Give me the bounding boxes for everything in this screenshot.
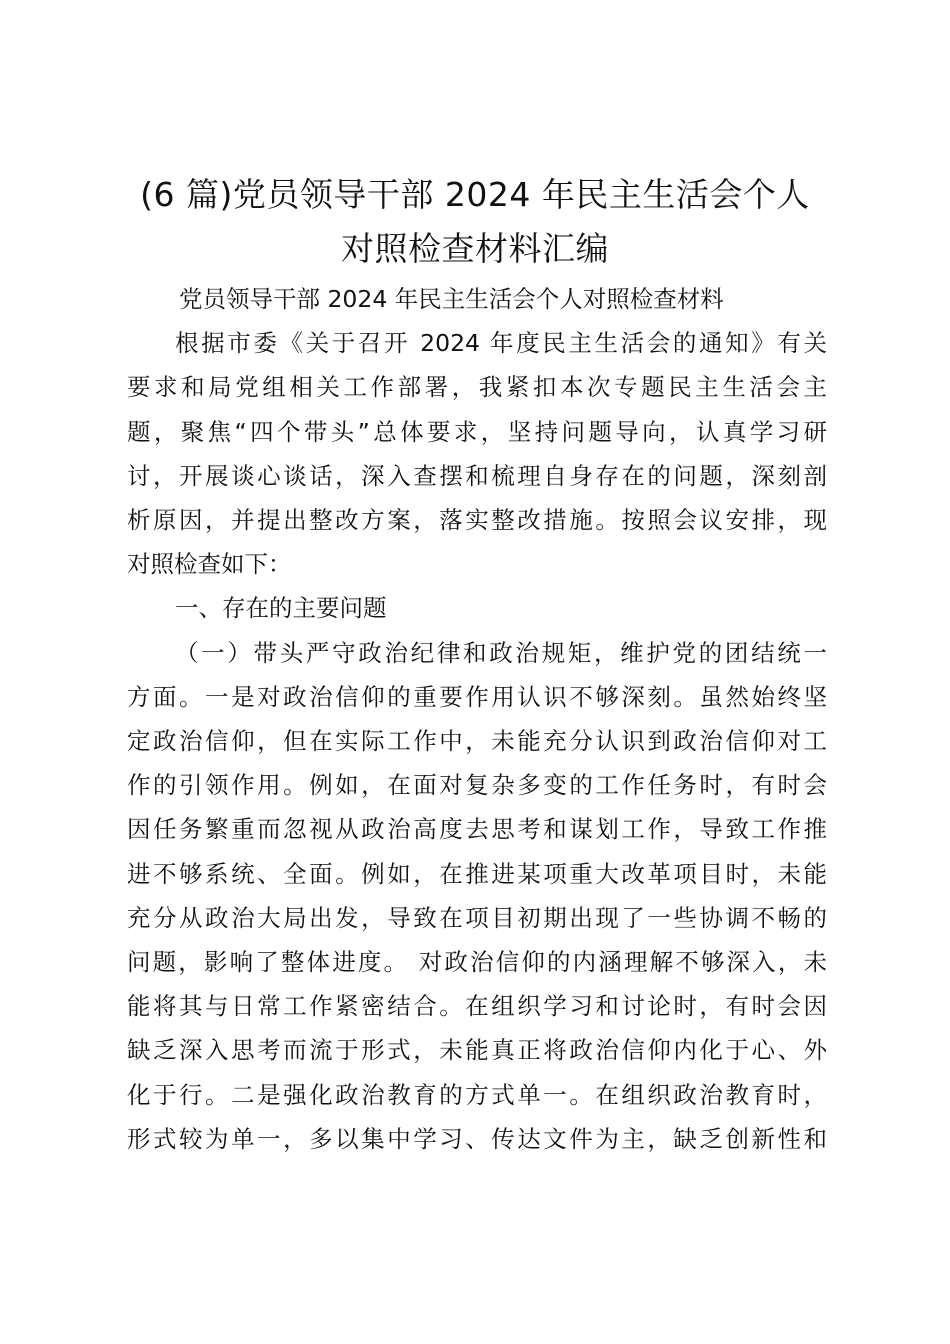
title-line-1: (6 篇)党员领导干部 2024 年民主生活会个人 xyxy=(140,175,810,214)
text-line: 要求和局党组相关工作部署，我紧扣本次专题民主生活会主 xyxy=(127,373,827,402)
document-subtitle: 党员领导干部 2024 年民主生活会个人对照检查材料 xyxy=(179,285,724,313)
text-line: 根据市委《关于召开 2024 年度民主生活会的通知》有关 xyxy=(175,329,827,358)
text-line: 进不够系统、全面。例如，在推进某项重大改革项目时，未能 xyxy=(127,859,827,888)
text-line: 方面。一是对政治信仰的重要作用认识不够深刻。虽然始终坚 xyxy=(127,682,827,711)
document-body xyxy=(127,277,827,1161)
text-line: 讨，开展谈心谈话，深入查摆和梳理自身存在的问题，深刻剖 xyxy=(127,461,827,490)
text-line: 充分从政治大局出发，导致在项目初期出现了一些协调不畅的 xyxy=(127,903,827,932)
text-line: 对照检查如下： xyxy=(127,550,292,579)
text-line: 定政治信仰，但在实际工作中，未能充分认识到政治信仰对工 xyxy=(127,727,827,756)
text-line: 问题，影响了整体进度。 对政治信仰的内涵理解不够深入，未 xyxy=(127,948,827,977)
text-line: 化于行。二是强化政治教育的方式单一。在组织政治教育时， xyxy=(127,1080,827,1109)
title-line-2: 对照检查材料汇编 xyxy=(341,229,609,268)
text-line: 题，聚焦“四个带头”总体要求，坚持问题导向，认真学习研 xyxy=(127,417,827,446)
section-heading xyxy=(127,586,827,630)
text-line: 形式较为单一，多以集中学习、传达文件为主，缺乏创新性和 xyxy=(127,1124,827,1153)
text-line: 作的引领作用。例如，在面对复杂多变的工作任务时，有时会 xyxy=(127,771,827,800)
text-line: 析原因，并提出整改方案，落实整改措施。按照会议安排，现 xyxy=(127,506,827,535)
document-title xyxy=(110,168,840,276)
text-line: 因任务繁重而忽视从政治高度去思考和谋划工作，导致工作推 xyxy=(127,815,827,844)
text-line: 能将其与日常工作紧密结合。在组织学习和讨论时，有时会因 xyxy=(127,992,827,1021)
text-line: 一、存在的主要问题 xyxy=(175,594,387,623)
paragraph-intro xyxy=(127,321,827,586)
text-line: 缺乏深入思考而流于形式，未能真正将政治信仰内化于心、外 xyxy=(127,1036,827,1065)
paragraph-section-1 xyxy=(127,631,827,1161)
text-line: （一）带头严守政治纪律和政治规矩，维护党的团结统一 xyxy=(175,638,827,667)
